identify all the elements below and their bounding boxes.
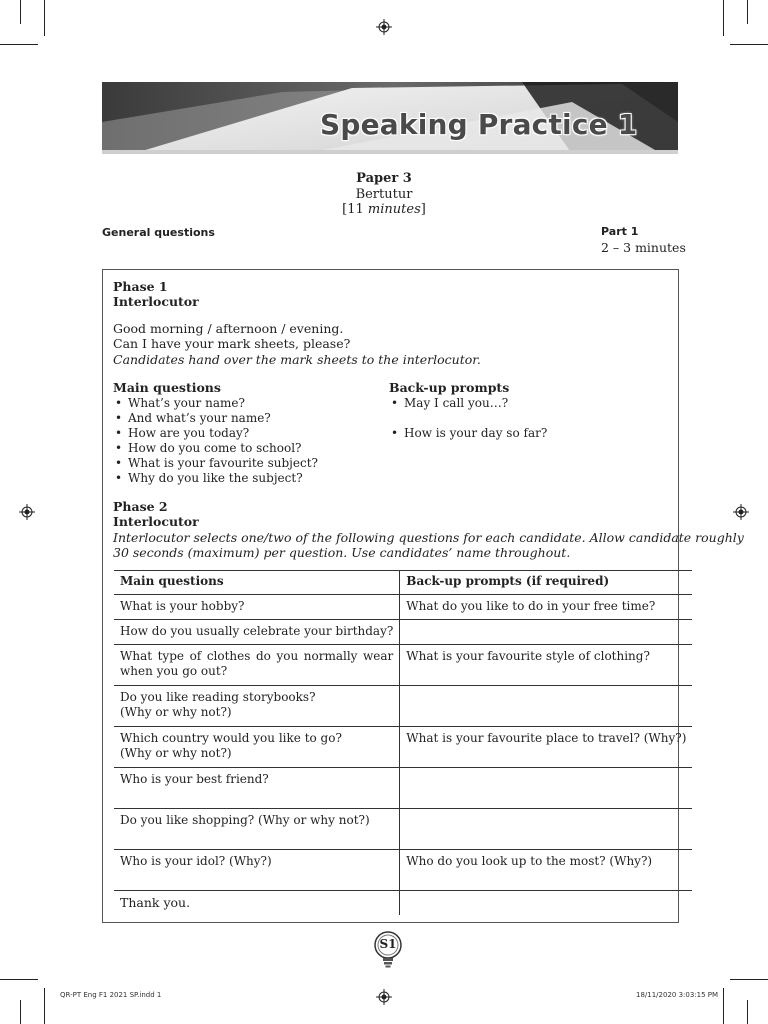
main-questions-list — [113, 396, 318, 486]
main-question-cell: Do you like reading storybooks? (Why or why not?) — [114, 686, 400, 727]
phase2-instruction: Interlocutor selects one/two of the following questions for each candidate. Allow candidate roughly — [113, 530, 744, 545]
crop-mark — [20, 1000, 21, 1024]
paper-title: Paper 3 — [356, 171, 412, 186]
table-row — [114, 686, 692, 727]
main-question-cell: Do you like shopping? (Why or why not?) — [114, 809, 400, 850]
main-question-cell: How do you usually celebrate your birthday? — [114, 620, 400, 645]
page-title: Speaking Practice 1 — [320, 108, 638, 141]
list-item: • What is your favourite subject? — [113, 456, 318, 471]
phase2-instruction: 30 seconds (maximum) per question. Use candidates’ name throughout. — [113, 545, 571, 560]
footer-file: QR-PT Eng F1 2021 SP.indd 1 — [60, 991, 162, 999]
crop-mark — [730, 44, 768, 45]
phase1-instruction: Candidates hand over the mark sheets to the interlocutor. — [113, 352, 481, 367]
backup-prompt-cell — [400, 620, 693, 645]
crop-mark — [20, 0, 21, 24]
table-header: Main questions — [114, 571, 400, 595]
phase2-title: Phase 2 — [113, 499, 168, 514]
table-row — [114, 850, 692, 891]
crop-mark — [44, 0, 45, 36]
phase1-line: Can I have your mark sheets, please? — [113, 336, 351, 351]
backup-prompt-cell — [400, 809, 693, 850]
table-row — [114, 727, 692, 768]
questions-table — [114, 570, 692, 915]
crop-mark — [44, 988, 45, 1024]
registration-mark-icon — [376, 19, 392, 35]
backup-prompts-list — [389, 396, 547, 441]
registration-mark-icon — [376, 989, 392, 1005]
phase1-line: Good morning / afternoon / evening. — [113, 321, 344, 336]
table-row — [114, 645, 692, 686]
backup-prompt-cell — [400, 686, 693, 727]
backup-prompt-cell — [400, 768, 693, 809]
paper-subtitle: Bertutur — [355, 187, 413, 202]
backup-prompts-heading: Back-up prompts — [389, 380, 510, 395]
section-heading: General questions — [102, 226, 215, 239]
main-question-cell: Who is your best friend? — [114, 768, 400, 809]
backup-prompt-cell: What do you like to do in your free time? — [400, 595, 693, 620]
paper-duration: [11 minutes] — [342, 202, 426, 217]
list-item: • How are you today? — [113, 426, 318, 441]
main-question-cell: Which country would you like to go? (Why or why not?) — [114, 727, 400, 768]
backup-prompt-cell: What is your favourite place to travel? (Why?) — [400, 727, 693, 768]
crop-mark — [0, 979, 38, 980]
crop-mark — [730, 979, 768, 980]
part-label: Part 1 — [601, 225, 639, 238]
list-item: • And what’s your name? — [113, 411, 318, 426]
phase1-title: Phase 1 — [113, 279, 168, 294]
table-row — [114, 595, 692, 620]
footer-timestamp: 18/11/2020 3:03:15 PM — [636, 991, 719, 999]
page-number: S1 — [379, 937, 397, 951]
phase1-role: Interlocutor — [113, 294, 199, 309]
backup-prompt-cell: Who do you look up to the most? (Why?) — [400, 850, 693, 891]
list-item: • Why do you like the subject? — [113, 471, 318, 486]
registration-mark-icon — [733, 504, 749, 520]
table-row — [114, 891, 692, 916]
crop-mark — [723, 988, 724, 1024]
main-questions-heading: Main questions — [113, 380, 221, 395]
main-question-cell: Who is your idol? (Why?) — [114, 850, 400, 891]
table-row — [114, 768, 692, 809]
table-row — [114, 809, 692, 850]
crop-mark — [723, 0, 724, 36]
backup-prompt-cell — [400, 891, 693, 916]
crop-mark — [747, 1000, 748, 1024]
part-time: 2 – 3 minutes — [601, 240, 686, 255]
list-item: • How is your day so far? — [389, 426, 547, 441]
list-item: • How do you come to school? — [113, 441, 318, 456]
main-question-cell: What is your hobby? — [114, 595, 400, 620]
table-header: Back-up prompts (if required) — [400, 571, 693, 595]
table-row — [114, 620, 692, 645]
main-question-cell: What type of clothes do you normally wear when you go out? — [114, 645, 400, 686]
phase2-role: Interlocutor — [113, 514, 199, 529]
table-header-row — [114, 571, 692, 595]
main-question-cell: Thank you. — [114, 891, 400, 916]
backup-prompt-cell: What is your favourite style of clothing? — [400, 645, 693, 686]
list-item: • What’s your name? — [113, 396, 318, 411]
crop-mark — [747, 0, 748, 24]
registration-mark-icon — [19, 504, 35, 520]
crop-mark — [0, 44, 38, 45]
list-item: • May I call you…? — [389, 396, 547, 411]
